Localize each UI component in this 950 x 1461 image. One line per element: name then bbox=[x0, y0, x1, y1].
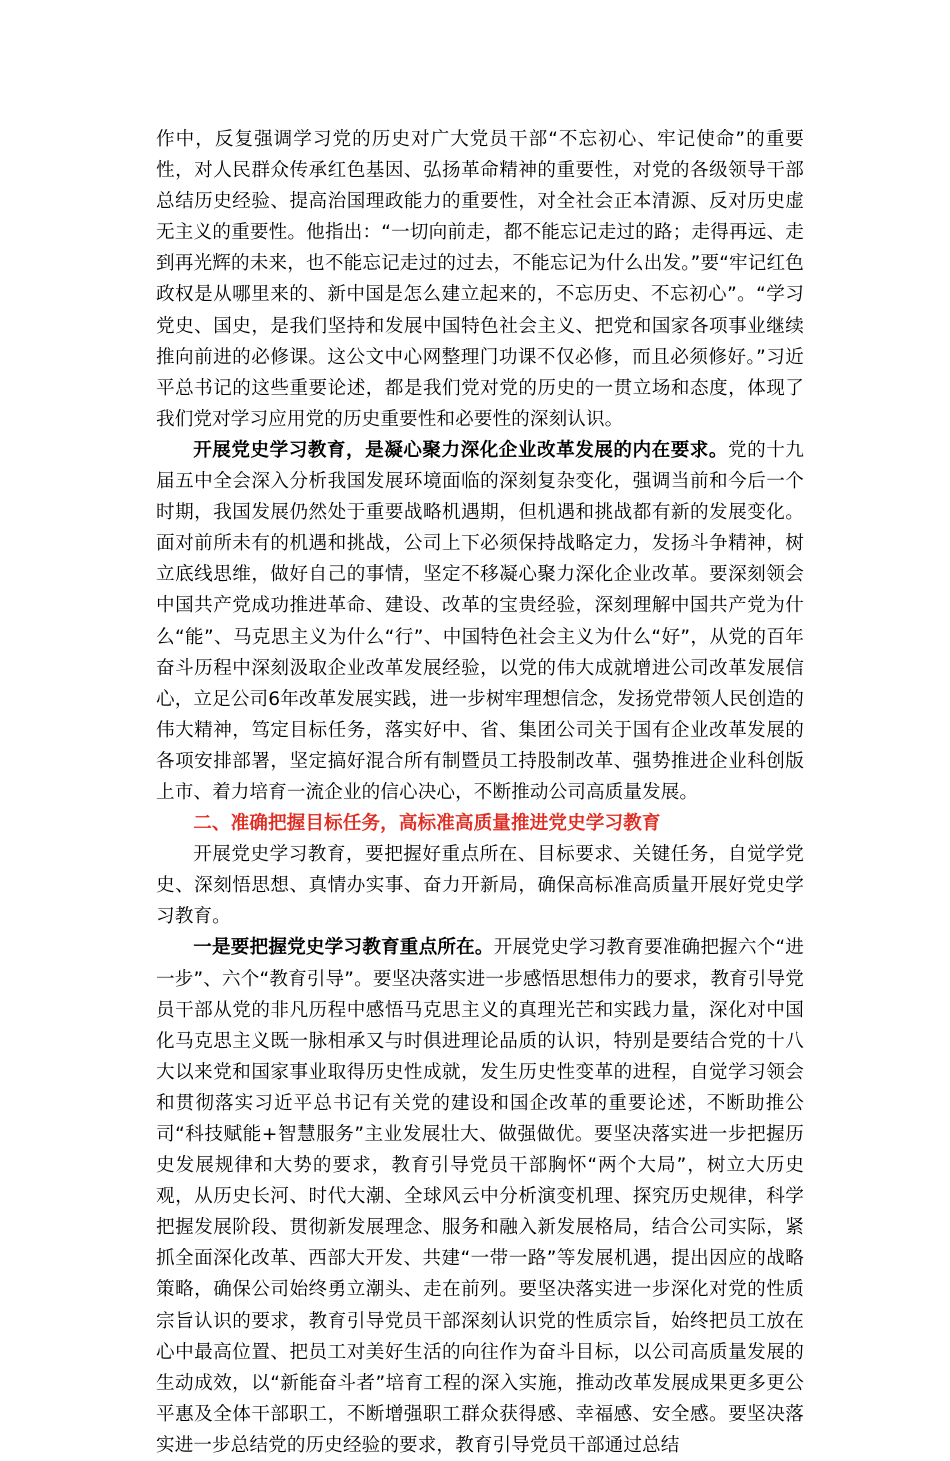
paragraph-lead-sentence: 一是要把握党史学习教育重点所在。 bbox=[193, 937, 494, 959]
body-paragraph-2 bbox=[156, 435, 804, 808]
paragraph-text: 党的十九届五中全会深入分析我国发展环境面临的深刻复杂变化，强调当前和今后一个时期，我国发展仍然处于重要战略机遇期，但机遇和挑战都有新的发展变化。面对前所未有的机遇和挑战，公司上下必须保持战略定力，发扬斗争精神，树立底线思维，做好自己的事情，坚定不移凝心聚力深化企业改革。要深刻领会中国共产党成功推进革命、建设、改革的宝贵经验，深刻理解中国共产党为什么“能”、马克思主义为什么“行”、中国特色社会主义为什么“好”，从党的百年奋斗历程中深刻汲取企业改革发展经验，以党的伟大成就增进公司改革发展信心，立足公司6年改革发展实践，进一步树牢理想信念，发扬党带领人民创造的伟大精神，笃定目标任务，落实好中、省、集团公司关于国有企业改革发展的各项安排部署，坚定搞好混合所有制暨员工持股制改革、强势推进企业科创版上市、着力培育一流企业的信心决心，不断推动公司高质量发展。 bbox=[156, 439, 804, 803]
paragraph-lead-sentence: 开展党史学习教育，是凝心聚力深化企业改革发展的内在要求。 bbox=[193, 439, 728, 461]
body-paragraph-1: 作中，反复强调学习党的历史对广大党员干部“不忘初心、牢记使命”的重要性，对人民群众传承红色基因、弘扬革命精神的重要性，对党的各级领导干部总结历史经验、提高治国理政能力的重要性，对全社会正本清源、反对历史虚无主义的重要性。他指出：“一切向前走，都不能忘记走过的路；走得再远、走到再光辉的未来，也不能忘记走过的过去，不能忘记为什么出发。”要“牢记红色政权是从哪里来的、新中国是怎么建立起来的，不忘历史、不忘初心”。“学习党史、国史，是我们坚持和发展中国特色社会主义、把党和国家各项事业继续推向前进的必修课。这公文中心网整理门功课不仅必修，而且必须修好。”习近平总书记的这些重要论述，都是我们党对党的历史的一贯立场和态度，体现了我们党对学习应用党的历史重要性和必要性的深刻认识。 bbox=[156, 129, 804, 430]
section-heading: 二、准确把握目标任务，高标准高质量推进党史学习教育 bbox=[193, 813, 661, 835]
document-body bbox=[156, 124, 804, 1461]
paragraph-text: 开展党史学习教育要准确把握六个“进一步”、六个“教育引导”。要坚决落实进一步感悟思想伟力的要求，教育引导党员干部从党的非凡历程中感悟马克思主义的真理光芒和实践力量，深化对中国化马克思主义既一脉相承又与时俱进理论品质的认识，特别是要结合党的十八大以来党和国家事业取得历史性成就，发生历史性变革的进程，自觉学习领会和贯彻落实习近平总书记有关党的建设和国企改革的重要论述，不断助推公司“科技赋能+智慧服务”主业发展壮大、做强做优。要坚决落实进一步把握历史发展规律和大势的要求，教育引导党员干部胸怀“两个大局”，树立大历史观，从历史长河、时代大潮、全球风云中分析演变机理、探究历史规律，科学把握发展阶段、贯彻新发展理念、服务和融入新发展格局，结合公司实际，紧抓全面深化改革、西部大开发、共建“一带一路”等发展机遇，提出因应的战略策略，确保公司始终勇立潮头、走在前列。要坚决落实进一步深化对党的性质宗旨认识的要求，教育引导党员干部深刻认识党的性质宗旨，始终把员工放在心中最高位置、把员工对美好生活的向往作为奋斗目标，以公司高质量发展的生动成效，以“新能奋斗者”培育工程的深入实施，推动改革发展成果更多更公平惠及全体干部职工，不断增强职工群众获得感、幸福感、安全感。要坚决落实进一步总结党的历史经验的要求，教育引导党员干部通过总结 bbox=[156, 937, 804, 1456]
body-paragraph-4 bbox=[156, 932, 804, 1461]
body-paragraph-3: 开展党史学习教育，要把握好重点所在、目标要求、关键任务，自觉学党史、深刻悟思想、真情办实事、奋力开新局，确保高标准高质量开展好党史学习教育。 bbox=[156, 844, 804, 928]
